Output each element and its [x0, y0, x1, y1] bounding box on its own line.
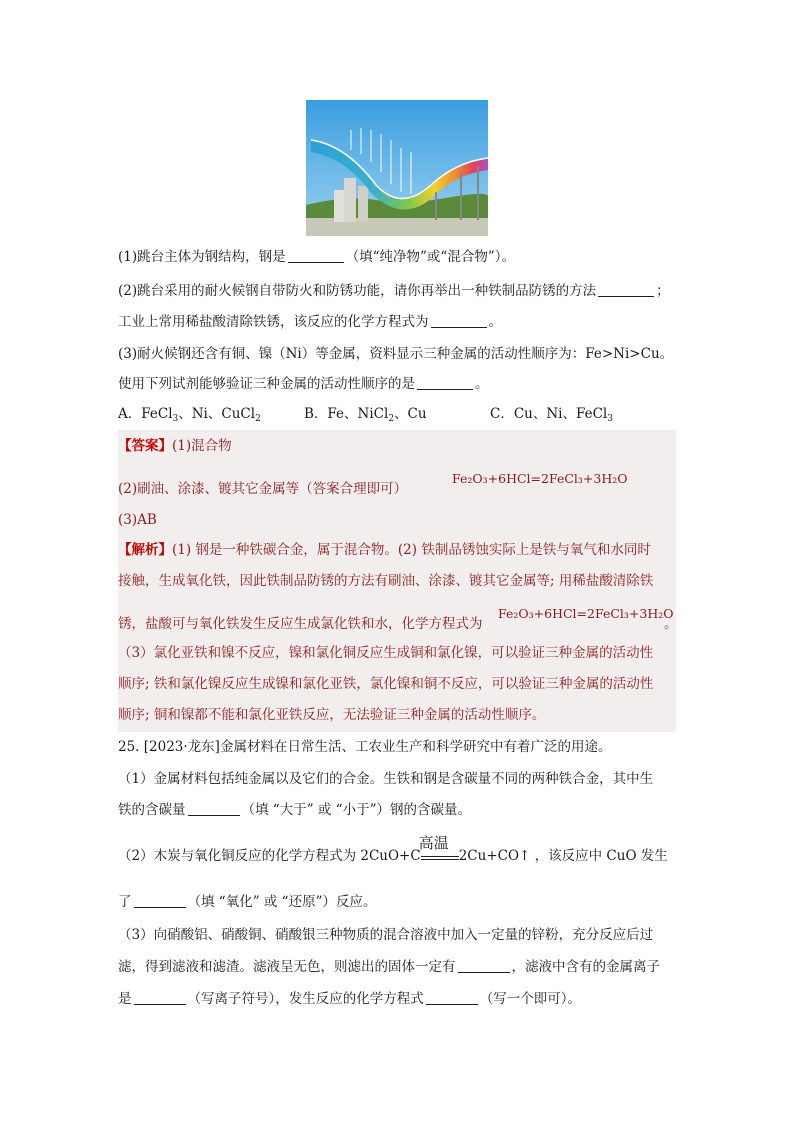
q24-part3-question-end: 。 — [475, 376, 489, 392]
option-b-text1: B．Fe、NiCl — [304, 406, 389, 422]
analysis-text3: 锈，盐酸可与氧化铁发生反应生成氯化铁和水，化学方程式为 — [118, 616, 483, 632]
answer-blank[interactable] — [188, 801, 240, 816]
answer-blank[interactable] — [458, 958, 510, 973]
analysis-line2 — [118, 571, 653, 591]
q25-part3-cont-text: 滤，得到滤液和滤渣。滤液呈无色，则滤出的固体一定有 — [118, 959, 456, 975]
q24-part1-hint: （填“纯净物”或“混合物”）。 — [345, 249, 515, 265]
q24-part2-cont — [118, 312, 502, 332]
q25-part3-cont — [118, 957, 660, 977]
q25-part1-cont — [118, 800, 471, 820]
q25-part2-cont-text: 了 — [118, 894, 132, 910]
q24-part3 — [118, 344, 673, 364]
q25-part3-cont-text2: ，滤液中含有的金属离子 — [511, 959, 660, 975]
answer-blank[interactable] — [598, 282, 654, 297]
q25-part2-hint: （填 “氧化” 或 “还原”）反应。 — [187, 894, 377, 910]
q25-part3-end-text3: （写一个即可）。 — [479, 991, 581, 1007]
option-b-text2: 、Cu — [394, 406, 427, 422]
subscript: 3 — [172, 414, 179, 424]
analysis-line4 — [118, 643, 653, 663]
answer-blank[interactable] — [134, 893, 186, 908]
answer-blank[interactable] — [431, 313, 487, 328]
q25-part1-cont-text: 铁的含碳量 — [118, 802, 186, 818]
q25-part2 — [118, 834, 668, 871]
reaction-condition-label: 高温 — [418, 834, 449, 852]
answer-equation: Fe₂O₃+6HCl=2FeCl₃+3H₂O — [452, 471, 628, 486]
q24-part3-question — [118, 374, 489, 394]
answer-3: (3)AB — [118, 512, 157, 528]
analysis-text5: 顺序; 铁和氯化镍反应生成镍和氯化亚铁，氯化镍和铜不反应，可以验证三种金属的活动性 — [118, 676, 654, 692]
q25-part1 — [118, 769, 653, 789]
q25-part2-product: 2Cu+CO — [458, 848, 520, 864]
answer-blank[interactable] — [288, 248, 344, 263]
option-b[interactable] — [304, 404, 427, 429]
analysis-line1 — [118, 540, 651, 560]
q25-heading — [118, 737, 611, 757]
analysis-tag: 【解析】 — [118, 542, 172, 558]
analysis-line3-end: 。 — [664, 616, 678, 632]
answer-line2 — [118, 479, 407, 499]
option-a-text1: A．FeCl — [118, 406, 173, 422]
q25-part3-end-text2: （写离子符号），发生反应的化学方程式 — [187, 991, 424, 1007]
answer-tag: 【答案】 — [118, 438, 172, 454]
q25-part3-end-text: 是 — [118, 991, 132, 1007]
q25-part1-text: （1）金属材料包括纯金属以及它们的合金。生铁和钢是含碳量不同的两种铁合金，其中生 — [118, 771, 654, 787]
q25-part2-cont — [118, 892, 376, 912]
answer-blank[interactable] — [134, 990, 186, 1005]
equals-bar — [421, 856, 459, 860]
subscript: 2 — [388, 414, 395, 424]
q25-part2-end: ↑ ，该反应中 CuO 发生 — [519, 848, 668, 864]
q25-heading-text: 25. [2023·龙东]金属材料在日常生活、工农业生产和科学研究中有着广泛的用途。 — [118, 739, 612, 755]
q24-part2 — [118, 281, 670, 301]
q25-part3 — [118, 925, 653, 945]
q24-part2-text: (2)跳台采用的耐火候钢自带防火和防锈功能，请你再举出一种铁制品防锈的方法 — [118, 283, 597, 299]
analysis-text4: （3）氯化亚铁和镍不反应，镍和氯化铜反应生成铜和氯化镍，可以验证三种金属的活动性 — [118, 645, 654, 661]
q25-part3-text: （3）向硝酸铝、硝酸铜、硝酸银三种物质的混合溶液中加入一定量的锌粉，充分反应后过 — [118, 927, 654, 943]
answer-2: (2)刷油、涂漆、镀其它金属等（答案合理即可） — [118, 481, 408, 497]
subscript: 3 — [607, 414, 613, 424]
q24-part2-end: ； — [656, 283, 670, 299]
analysis-line6 — [118, 705, 545, 725]
option-a-text2: 、Ni、CuCl — [178, 406, 256, 422]
q24-part1 — [118, 247, 515, 267]
answer-line1 — [118, 436, 232, 456]
reaction-condition — [418, 834, 459, 860]
analysis-equation: Fe₂O₃+6HCl=2FeCl₃+3H₂O — [498, 606, 674, 621]
q25-part2-text: （2）木炭与氧化铜反应的化学方程式为 2CuO+C — [118, 848, 421, 864]
subscript: 2 — [255, 414, 261, 424]
q24-part2-cont-end: 。 — [488, 314, 502, 330]
q25-part3-end — [118, 989, 581, 1009]
q24-part3-text: (3)耐火候钢还含有铜、镍（Ni）等金属，资料显示三种金属的活动性顺序为：Fe>Ni>Cu。 — [118, 346, 674, 362]
option-c-text: C．Cu、Ni、FeCl — [490, 406, 608, 422]
option-c[interactable] — [490, 404, 613, 429]
analysis-line5 — [118, 674, 653, 694]
answer-blank[interactable] — [426, 990, 478, 1005]
q25-part1-hint: （填 “大于” 或 “小于”）钢的含碳量。 — [241, 802, 471, 818]
analysis-line3 — [118, 614, 483, 634]
q24-part3-question-text: 使用下列试剂能够验证三种金属的活动性顺序的是 — [118, 376, 415, 392]
option-a[interactable] — [118, 404, 261, 429]
q24-part1-text: (1)跳台主体为钢结构，钢是 — [118, 249, 286, 265]
analysis-text2: 接触，生成氧化铁，因此铁制品防锈的方法有刷油、涂漆、镀其它金属等; 用稀盐酸清除铁 — [118, 573, 654, 589]
answer-1: (1)混合物 — [172, 438, 232, 454]
analysis-text1: (1) 钢是一种铁碳合金，属于混合物。(2) 铁制品锈蚀实际上是铁与氧气和水同时 — [172, 542, 651, 558]
ski-jump-image — [306, 100, 488, 236]
answer-blank[interactable] — [417, 375, 473, 390]
analysis-text6: 顺序; 铜和镍都不能和氯化亚铁反应，无法验证三种金属的活动性顺序。 — [118, 707, 546, 723]
ski-jump-photo — [306, 100, 488, 236]
q24-part2-cont-text: 工业上常用稀盐酸清除铁锈，该反应的化学方程式为 — [118, 314, 429, 330]
answer-line3 — [118, 510, 157, 530]
